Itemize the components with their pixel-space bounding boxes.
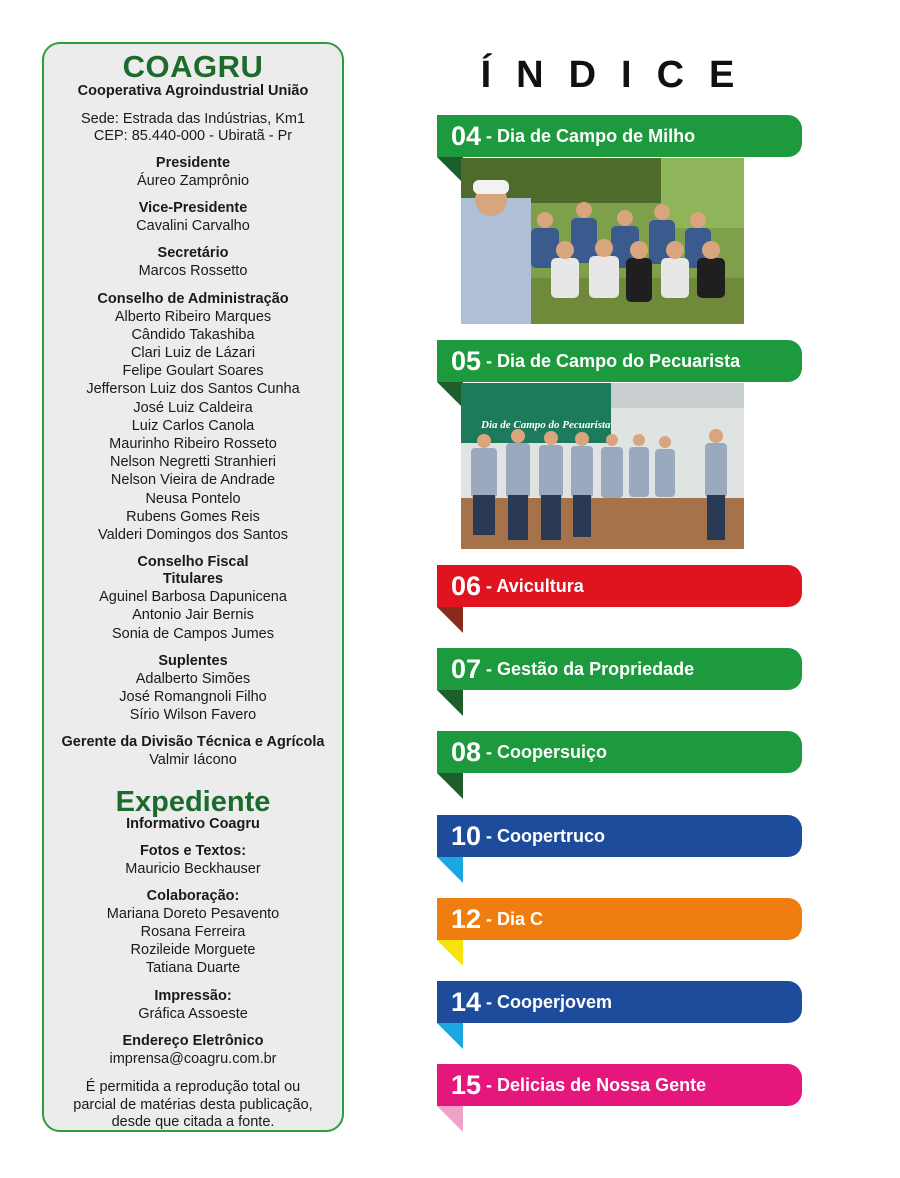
index-entry-05[interactable] (437, 340, 802, 382)
index-entry-10[interactable] (437, 815, 802, 857)
org-name: COAGRU (122, 49, 264, 84)
fiscal-council-section: Conselho Fiscal Titulares Aguinel Barbosa Dapunicena Antonio Jair Bernis Sonia de Campos Jumes (44, 554, 342, 643)
entry-page-number: 06 (451, 571, 482, 601)
entry-tail (437, 607, 463, 633)
entry-title: - Dia de Campo do Pecuarista (481, 351, 741, 371)
entry-page-number: 08 (451, 737, 482, 767)
fiscal-member: Antonio Jair Bernis (132, 607, 254, 624)
index-entry-06[interactable] (437, 565, 802, 607)
entry-title: - Delicias de Nossa Gente (481, 1075, 707, 1095)
board-member: Valderi Domingos dos Santos (98, 527, 288, 544)
board-member: Clari Luiz de Lázari (130, 345, 256, 362)
index-entry-07[interactable] (437, 648, 802, 690)
secretary-section: Secretário Marcos Rossetto (138, 245, 248, 280)
vice-president-section: Vice-Presidente Cavalini Carvalho (136, 200, 250, 235)
entry-title: - Coopersuiço (481, 742, 608, 762)
suplente-member: Sírio Wilson Favero (129, 707, 257, 724)
org-full-name: Cooperativa Agroindustrial União (77, 83, 309, 99)
entry-page-number: 10 (451, 821, 482, 851)
photo-livestock-field-day (461, 383, 744, 549)
board-member: Felipe Goulart Soares (122, 363, 264, 380)
suplentes-section: Suplentes Adalberto Simões José Romangnoli Filho Sírio Wilson Favero (44, 653, 342, 725)
entry-title: - Avicultura (481, 576, 584, 596)
stage-photo-illustration (461, 383, 744, 549)
photo-corn-field-day (461, 158, 744, 324)
entry-tail (437, 773, 463, 799)
address: Sede: Estrada das Indústrias, Km1 CEP: 85.440-000 - Ubiratã - Pr (80, 111, 306, 144)
expediente-title: Expediente (115, 785, 271, 818)
masthead-panel (42, 42, 344, 1132)
reproduction-note: É permitida a reprodução total ou parcial de matérias desta publicação, desde que citada a fonte. (73, 1079, 313, 1131)
entry-page-number: 05 (451, 346, 482, 376)
entry-title: - Cooperjovem (481, 992, 613, 1012)
entry-tail (437, 690, 463, 716)
board-member: Nelson Negretti Stranhieri (109, 454, 277, 471)
collaborator: Rozileide Morguete (130, 942, 256, 959)
index-entry-14[interactable] (437, 981, 802, 1023)
crowd-photo-illustration (461, 158, 744, 324)
collaborator: Tatiana Duarte (145, 960, 241, 977)
index-entry-04[interactable] (437, 115, 802, 157)
entry-tail (437, 382, 463, 408)
entry-tail (437, 1023, 463, 1049)
entry-title: - Gestão da Propriedade (481, 659, 695, 679)
board-section: Conselho de Administração Alberto Ribeiro Marques Cândido Takashiba Clari Luiz de Lázari Felipe Goulart Soares Jefferson Luiz dos Santos Cunha José Luiz Caldeira Luiz Carlos Canola Maurinho Ribeiro Rosseto Nelson Negretti Stranhieri Nelson Vieira de Andrade Neusa Pontelo Rubens Gomes Reis Valderi Domingos dos Santos (44, 291, 342, 545)
manager-section: Gerente da Divisão Técnica e Agrícola Valmir Iácono (61, 734, 325, 769)
expediente-subtitle: Informativo Coagru (126, 815, 260, 832)
board-member: Jefferson Luiz dos Santos Cunha (86, 381, 300, 398)
fiscal-member: Aguinel Barbosa Dapunicena (99, 589, 287, 606)
photos-section: Fotos e Textos: Mauricio Beckhauser (125, 842, 261, 877)
board-member: Maurinho Ribeiro Rosseto (109, 436, 277, 453)
fiscal-member: Sonia de Campos Jumes (112, 625, 274, 642)
entry-title: - Coopertruco (481, 826, 606, 846)
email-section: Endereço Eletrônico imprensa@coagru.com.br (44, 1033, 342, 1068)
entry-page-number: 12 (451, 904, 482, 934)
index-entry-08[interactable] (437, 731, 802, 773)
board-member: Cândido Takashiba (131, 326, 255, 343)
board-member: Neusa Pontelo (145, 490, 241, 507)
collaborator: Mariana Doreto Pesavento (106, 905, 280, 922)
board-member: Luiz Carlos Canola (131, 417, 255, 434)
entry-page-number: 07 (451, 654, 482, 684)
entry-page-number: 15 (451, 1070, 482, 1100)
president-section: Presidente Áureo Zamprônio (136, 155, 250, 189)
index-entry-15[interactable] (437, 1064, 802, 1106)
entry-page-number: 04 (451, 121, 482, 151)
suplente-member: José Romangnoli Filho (119, 689, 267, 706)
board-member: Rubens Gomes Reis (126, 508, 260, 525)
board-member: José Luiz Caldeira (133, 399, 253, 416)
collaborator: Rosana Ferreira (140, 924, 246, 941)
board-member: Alberto Ribeiro Marques (114, 308, 272, 325)
entry-title: - Dia C (481, 909, 544, 929)
index-title: ÍNDICE (480, 54, 760, 96)
suplente-member: Adalberto Simões (135, 670, 251, 687)
entry-title: - Dia de Campo de Milho (481, 126, 696, 146)
entry-page-number: 14 (451, 987, 482, 1017)
print-section: Impressão: Gráfica Assoeste (138, 987, 248, 1022)
index-entry-12[interactable] (437, 898, 802, 940)
entry-tail (437, 857, 463, 883)
email-address: imprensa@coagru.com.br (109, 1050, 277, 1067)
entry-tail (437, 1106, 463, 1132)
photo-banner-text: Dia de Campo do Pecuarista (481, 419, 611, 431)
entry-tail (437, 157, 463, 183)
board-member: Nelson Vieira de Andrade (110, 472, 276, 489)
collaboration-section: Colaboração: Mariana Doreto Pesavento Rosana Ferreira Rozileide Morguete Tatiana Duarte (44, 888, 342, 978)
entry-tail (437, 940, 463, 966)
